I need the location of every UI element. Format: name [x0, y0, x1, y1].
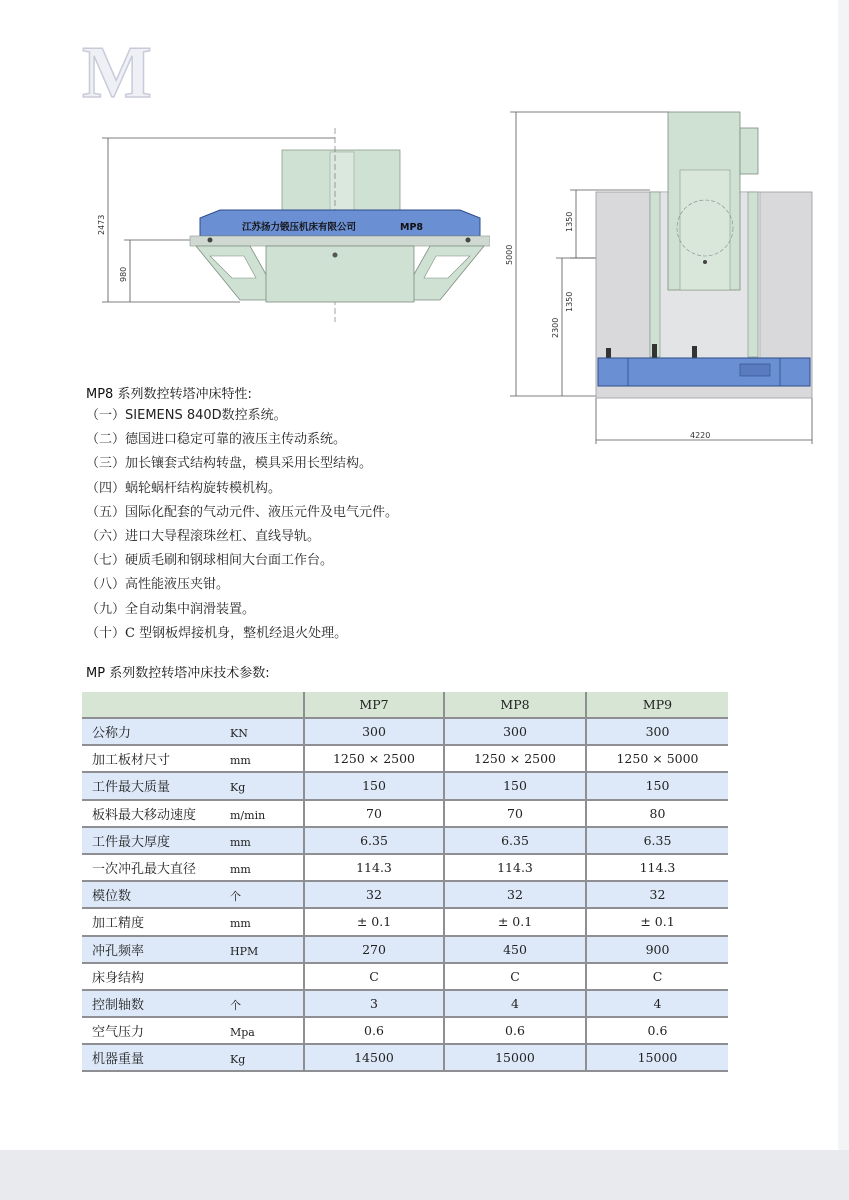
feature-item: （四）蜗轮蜗杆结构旋转模机构。 — [86, 480, 282, 496]
value-cell: 6.35 — [444, 827, 586, 854]
param-cell — [82, 1044, 304, 1071]
param-unit: 个 — [230, 890, 241, 904]
table-row — [82, 936, 728, 963]
param-name: 板料最大移动速度 — [92, 807, 197, 823]
table-row — [82, 745, 728, 772]
dim-side-height-total: 5000 — [505, 244, 514, 265]
value-cell: 1250 × 5000 — [586, 745, 728, 772]
param-name: 冲孔频率 — [92, 943, 145, 959]
value-cell: 300 — [586, 718, 728, 745]
param-unit: Kg — [230, 781, 246, 795]
param-name: 加工板材尺寸 — [92, 753, 171, 769]
value-cell: 150 — [304, 772, 444, 799]
value-cell: 4 — [444, 990, 586, 1017]
value-cell: 3 — [304, 990, 444, 1017]
table-row — [82, 718, 728, 745]
value-cell: ± 0.1 — [586, 908, 728, 935]
param-name: 公称力 — [92, 726, 132, 742]
value-cell: 32 — [444, 881, 586, 908]
param-cell — [82, 772, 304, 799]
header-cell-param — [82, 692, 304, 718]
feature-item: （三）加长镶套式结构转盘，模具采用长型结构。 — [86, 456, 373, 472]
feature-item: （二）德国进口稳定可靠的液压主传动系统。 — [86, 432, 347, 448]
param-name: 模位数 — [92, 889, 132, 905]
machine-model-text: MP8 — [400, 222, 424, 233]
value-cell: ± 0.1 — [304, 908, 444, 935]
param-name: 控制轴数 — [92, 997, 145, 1013]
param-cell — [82, 990, 304, 1017]
table-row — [82, 1017, 728, 1044]
value-cell: 150 — [586, 772, 728, 799]
table-header-row — [82, 692, 728, 718]
table-row — [82, 854, 728, 881]
value-cell: 0.6 — [586, 1017, 728, 1044]
value-cell: 1250 × 2500 — [304, 745, 444, 772]
features-title: MP8 系列数控转塔冲床特性: — [86, 387, 252, 402]
param-cell — [82, 800, 304, 827]
param-unit: KN — [230, 727, 248, 741]
value-cell: 70 — [304, 800, 444, 827]
value-cell: 70 — [444, 800, 586, 827]
value-cell: 300 — [444, 718, 586, 745]
value-cell: 270 — [304, 936, 444, 963]
value-cell: 6.35 — [586, 827, 728, 854]
feature-item: （七）硬质毛刷和钢球相间大台面工作台。 — [86, 553, 334, 569]
param-unit: mm — [230, 835, 251, 849]
feature-item: （一）SIEMENS 840D数控系统。 — [86, 408, 287, 423]
params-title: MP 系列数控转塔冲床技术参数: — [86, 666, 270, 681]
value-cell: 15000 — [586, 1044, 728, 1071]
table-row — [82, 827, 728, 854]
page-edge-right — [838, 0, 849, 1152]
value-cell: 80 — [586, 800, 728, 827]
value-cell: C — [586, 963, 728, 990]
param-unit: m/min — [230, 808, 266, 822]
param-cell — [82, 854, 304, 881]
feature-item: （九）全自动集中润滑装置。 — [86, 601, 256, 617]
param-cell — [82, 881, 304, 908]
features-list — [86, 404, 398, 646]
value-cell: 32 — [304, 881, 444, 908]
table-row — [82, 963, 728, 990]
dim-height-total: 2473 — [97, 214, 106, 235]
param-cell — [82, 718, 304, 745]
table-row — [82, 772, 728, 799]
value-cell: 150 — [444, 772, 586, 799]
table-row — [82, 800, 728, 827]
value-cell: 300 — [304, 718, 444, 745]
value-cell: C — [304, 963, 444, 990]
value-cell: 14500 — [304, 1044, 444, 1071]
value-cell: 114.3 — [304, 854, 444, 881]
dim-height-table: 980 — [119, 266, 128, 282]
header-cell-mp9: MP9 — [586, 692, 728, 718]
value-cell: C — [444, 963, 586, 990]
param-name: 工件最大质量 — [92, 780, 171, 796]
param-name: 床身结构 — [92, 970, 145, 986]
table-row — [82, 881, 728, 908]
param-unit: Mpa — [230, 1026, 255, 1040]
specs-table — [82, 692, 728, 1072]
dim-side-upper: 1350 — [565, 211, 574, 232]
param-name: 机器重量 — [92, 1052, 145, 1068]
table-row — [82, 990, 728, 1017]
value-cell: 900 — [586, 936, 728, 963]
param-name: 一次冲孔最大直径 — [92, 862, 197, 878]
value-cell: 0.6 — [304, 1017, 444, 1044]
value-cell: 114.3 — [586, 854, 728, 881]
value-cell: 4 — [586, 990, 728, 1017]
feature-item: （六）进口大导程滚珠丝杠、直线导轨。 — [86, 528, 321, 544]
header-cell-mp8: MP8 — [444, 692, 586, 718]
feature-item: （八）高性能液压夹钳。 — [86, 577, 230, 593]
param-unit: Kg — [230, 1053, 246, 1067]
table-row — [82, 908, 728, 935]
header-cell-mp7: MP7 — [304, 692, 444, 718]
feature-item: （五）国际化配套的气动元件、液压元件及电气元件。 — [86, 504, 399, 520]
section-letter: M — [82, 32, 154, 114]
value-cell: 32 — [586, 881, 728, 908]
param-cell — [82, 936, 304, 963]
value-cell: 0.6 — [444, 1017, 586, 1044]
front-view-drawing — [90, 110, 490, 330]
param-unit: mm — [230, 863, 251, 877]
param-cell — [82, 1017, 304, 1044]
param-cell — [82, 963, 304, 990]
page-edge-bottom — [0, 1150, 849, 1200]
machine-brand-text: 江苏扬力锻压机床有限公司 — [242, 222, 357, 233]
param-unit: mm — [230, 917, 251, 931]
value-cell: 450 — [444, 936, 586, 963]
feature-item: （十）C 型钢板焊接机身，整机经退火处理。 — [86, 625, 348, 641]
param-name: 空气压力 — [92, 1025, 145, 1041]
param-unit: HPM — [230, 944, 259, 958]
value-cell: 6.35 — [304, 827, 444, 854]
dim-side-lower: 2300 — [551, 317, 560, 338]
value-cell: 114.3 — [444, 854, 586, 881]
param-unit: mm — [230, 754, 251, 768]
value-cell: ± 0.1 — [444, 908, 586, 935]
param-cell — [82, 745, 304, 772]
param-name: 加工精度 — [92, 916, 145, 932]
specs-body — [82, 718, 728, 1071]
value-cell: 15000 — [444, 1044, 586, 1071]
dim-side-middle: 1350 — [565, 291, 574, 312]
value-cell: 1250 × 2500 — [444, 745, 586, 772]
param-cell — [82, 827, 304, 854]
param-name: 工件最大厚度 — [92, 834, 171, 850]
side-view-drawing — [500, 100, 830, 460]
param-cell — [82, 908, 304, 935]
dim-side-width: 4220 — [690, 431, 711, 440]
param-unit: 个 — [230, 998, 241, 1012]
table-row — [82, 1044, 728, 1071]
